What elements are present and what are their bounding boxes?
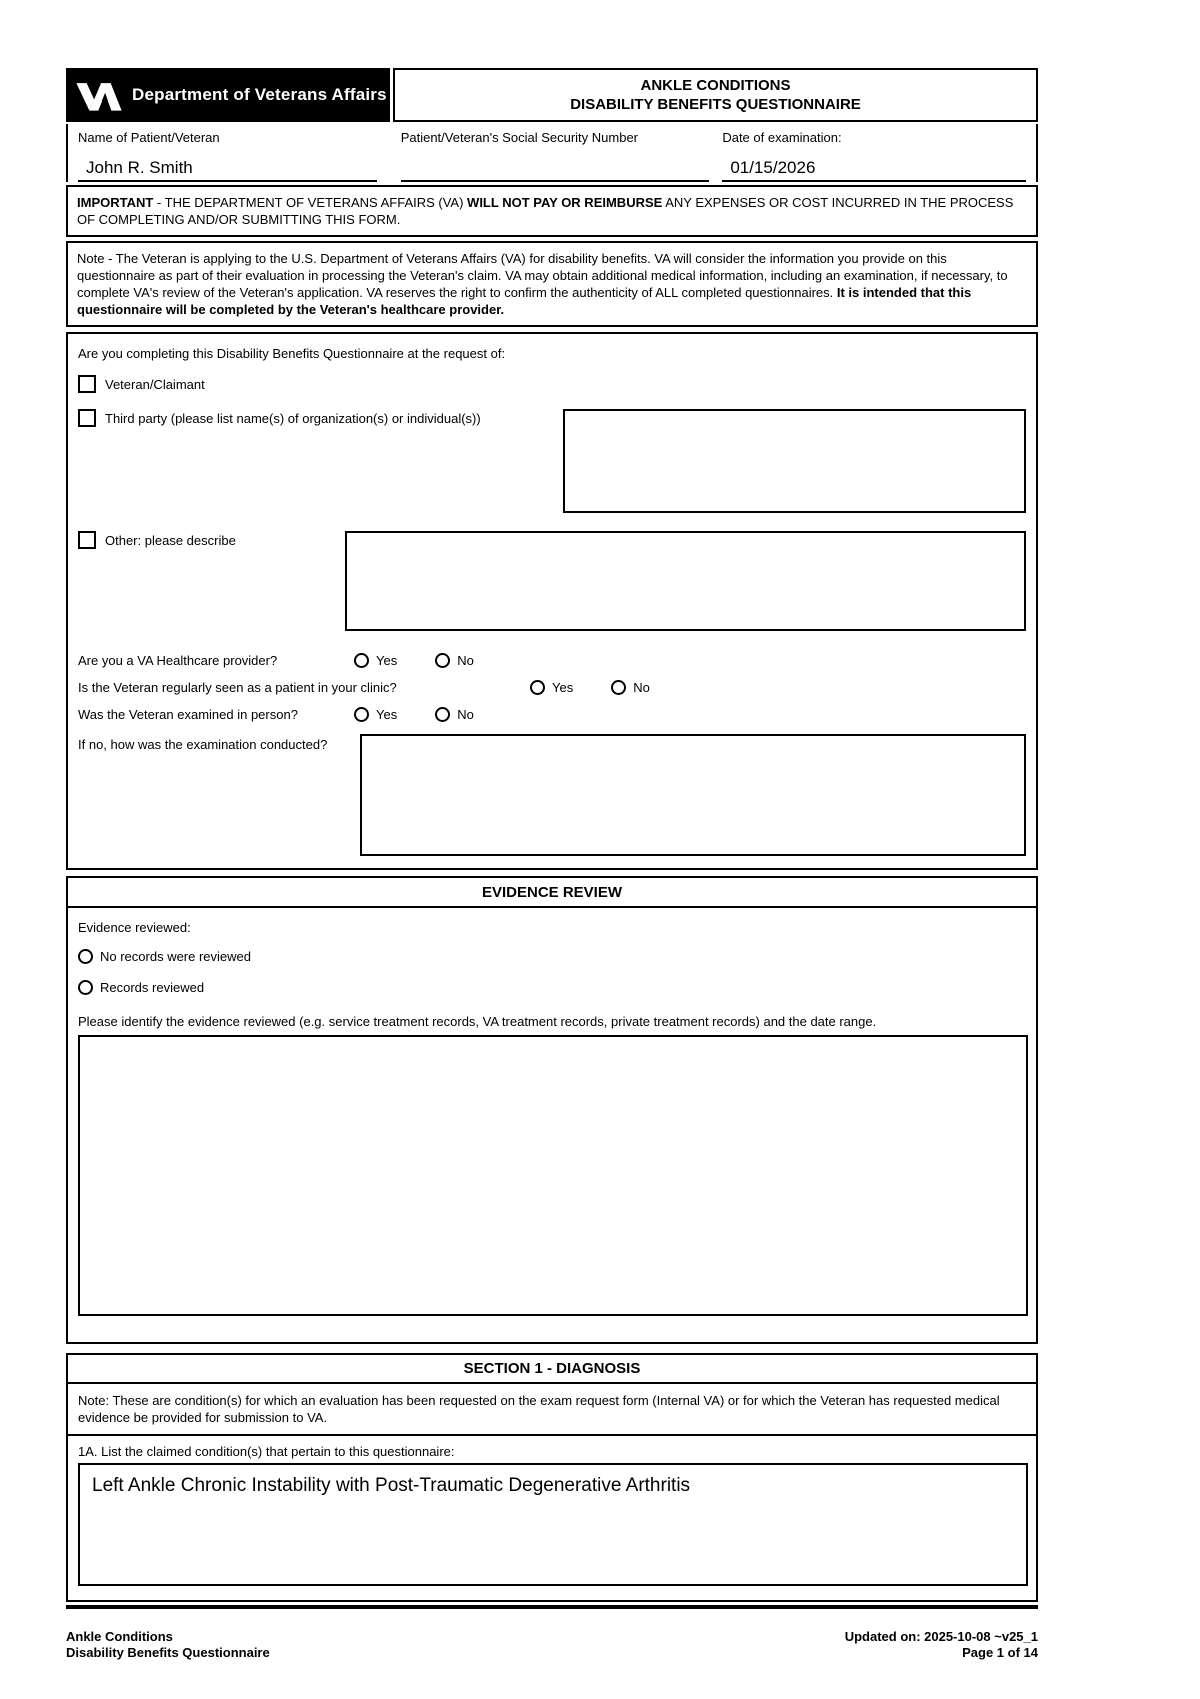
important-text1: - THE DEPARTMENT OF VETERANS AFFAIRS (VA): [153, 195, 468, 210]
va-provider-yes-label: Yes: [376, 653, 398, 668]
va-provider-yes-radio[interactable]: [354, 653, 369, 668]
form-body: [66, 68, 1038, 1661]
question-1a-box[interactable]: [78, 1463, 1028, 1586]
applicant-note: [66, 241, 1038, 327]
question-1a: [66, 1436, 1038, 1602]
evidence-review-header: [66, 876, 1038, 908]
form-title: [393, 68, 1038, 122]
exam-date-label: Date of examination:: [722, 130, 842, 145]
clinic-question-row: [78, 680, 1026, 695]
footer-form-name: Ankle Conditions: [66, 1629, 173, 1644]
footer-page-number: Page 1 of 14: [962, 1645, 1038, 1660]
third-party-names-box[interactable]: [563, 409, 1026, 513]
patient-ssn-group: [401, 130, 710, 182]
exam-date-field[interactable]: 01/15/2026: [722, 157, 1026, 182]
patient-ssn-field[interactable]: [401, 159, 710, 182]
exam-conducted-box[interactable]: [360, 734, 1026, 856]
form-title-line1: ANKLE CONDITIONS: [640, 77, 791, 94]
form-bottom-rule: [66, 1605, 1038, 1609]
section1-note: [66, 1384, 1038, 1436]
no-records-row: [78, 949, 1026, 964]
records-reviewed-label: Records reviewed: [100, 980, 205, 995]
veteran-claimant-label: Veteran/Claimant: [105, 376, 205, 392]
clinic-question: Is the Veteran regularly seen as a patient in your clinic?: [78, 680, 397, 695]
identify-evidence-label: Please identify the evidence reviewed (e.g. service treatment records, VA treatment records, private treatment records) and the date range.: [78, 1014, 877, 1029]
note-text: Note - The Veteran is applying to the U.S. Department of Veterans Affairs (VA) for disability benefits. VA will consider the information you provide on this questionnaire as part of their evaluation in processing the Veteran's claim. VA may obtain additional medical information, including an examination, if necessary, to complete VA's review of the Veteran's application. VA reserves the right to confirm the authenticity of ALL completed questionnaires.: [77, 251, 1008, 300]
request-section: [66, 332, 1038, 870]
form-title-line2: DISABILITY BENEFITS QUESTIONNAIRE: [570, 96, 861, 113]
footer-form-subname: Disability Benefits Questionnaire: [66, 1645, 270, 1660]
patient-ssn-label: Patient/Veteran's Social Security Number: [400, 130, 639, 145]
important-notice: [66, 185, 1038, 237]
page-footer: [66, 1629, 1038, 1661]
records-reviewed-row: [78, 980, 1026, 995]
section1-title: SECTION 1 - DIAGNOSIS: [463, 1360, 641, 1377]
note-bold: It is intended that this questionnaire will be completed by the Veteran's healthcare provider.: [77, 285, 972, 317]
examined-in-person-row: [78, 707, 1026, 722]
other-checkbox[interactable]: [78, 531, 96, 549]
va-logo-icon: [75, 79, 123, 112]
agency-name: Department of Veterans Affairs: [132, 85, 387, 104]
third-party-label: Third party (please list name(s) of organization(s) or individual(s)): [105, 410, 481, 426]
other-describe-box[interactable]: [345, 531, 1026, 631]
exam-conducted-label: If no, how was the examination conducted?: [78, 737, 328, 752]
important-text2: ANY EXPENSES OR COST INCURRED IN THE PROCESS OF COMPLETING AND/OR SUBMITTING THIS FORM.: [77, 195, 1014, 227]
records-reviewed-radio[interactable]: [78, 980, 93, 995]
no-records-radio[interactable]: [78, 949, 93, 964]
other-row: [78, 531, 1026, 631]
va-provider-question: Are you a VA Healthcare provider?: [78, 653, 278, 668]
identify-evidence-textarea[interactable]: [78, 1035, 1028, 1316]
section1-header: [66, 1353, 1038, 1384]
patient-name-group: [78, 130, 377, 182]
patient-info-row: [66, 124, 1038, 182]
veteran-claimant-checkbox[interactable]: [78, 375, 96, 393]
section1-note-text: Note: These are condition(s) for which an evaluation has been requested on the exam request form (Internal VA) or for which the Veteran has requested medical evidence be provided for submission to VA.: [78, 1393, 1000, 1425]
patient-name-field[interactable]: John R. Smith: [78, 157, 377, 182]
examined-no-label: No: [457, 707, 474, 722]
question-1a-value: Left Ankle Chronic Instability with Post-Traumatic Degenerative Arthritis: [92, 1475, 691, 1496]
form-header: [66, 68, 1038, 122]
no-records-label: No records were reviewed: [100, 949, 252, 964]
patient-name-label: Name of Patient/Veteran: [78, 130, 220, 145]
important-bold2: WILL NOT PAY OR REIMBURSE: [467, 195, 663, 210]
clinic-yes-label: Yes: [552, 680, 574, 695]
evidence-reviewed-label: Evidence reviewed:: [78, 920, 191, 935]
question-1a-label: 1A. List the claimed condition(s) that pertain to this questionnaire:: [78, 1444, 455, 1459]
va-provider-no-radio[interactable]: [435, 653, 450, 668]
clinic-no-radio[interactable]: [611, 680, 626, 695]
evidence-review-section: [66, 908, 1038, 1344]
other-label: Other: please describe: [105, 532, 236, 548]
examined-no-radio[interactable]: [435, 707, 450, 722]
veteran-claimant-row: [78, 375, 1026, 393]
va-provider-no-label: No: [457, 653, 474, 668]
footer-updated-on: Updated on: 2025-10-08 ~v25_1: [844, 1629, 1038, 1644]
examined-in-person-question: Was the Veteran examined in person?: [78, 707, 298, 722]
exam-conducted-row: [78, 734, 1026, 856]
examined-yes-label: Yes: [376, 707, 398, 722]
examined-yes-radio[interactable]: [354, 707, 369, 722]
request-question: Are you completing this Disability Benefits Questionnaire at the request of:: [78, 346, 506, 361]
va-logo-block: [66, 68, 390, 122]
va-provider-question-row: [78, 653, 1026, 668]
important-bold1: IMPORTANT: [77, 195, 154, 210]
exam-date-group: [722, 130, 1026, 182]
third-party-row: [78, 409, 1026, 513]
clinic-yes-radio[interactable]: [530, 680, 545, 695]
third-party-checkbox[interactable]: [78, 409, 96, 427]
evidence-review-title: EVIDENCE REVIEW: [481, 883, 623, 901]
clinic-no-label: No: [633, 680, 650, 695]
